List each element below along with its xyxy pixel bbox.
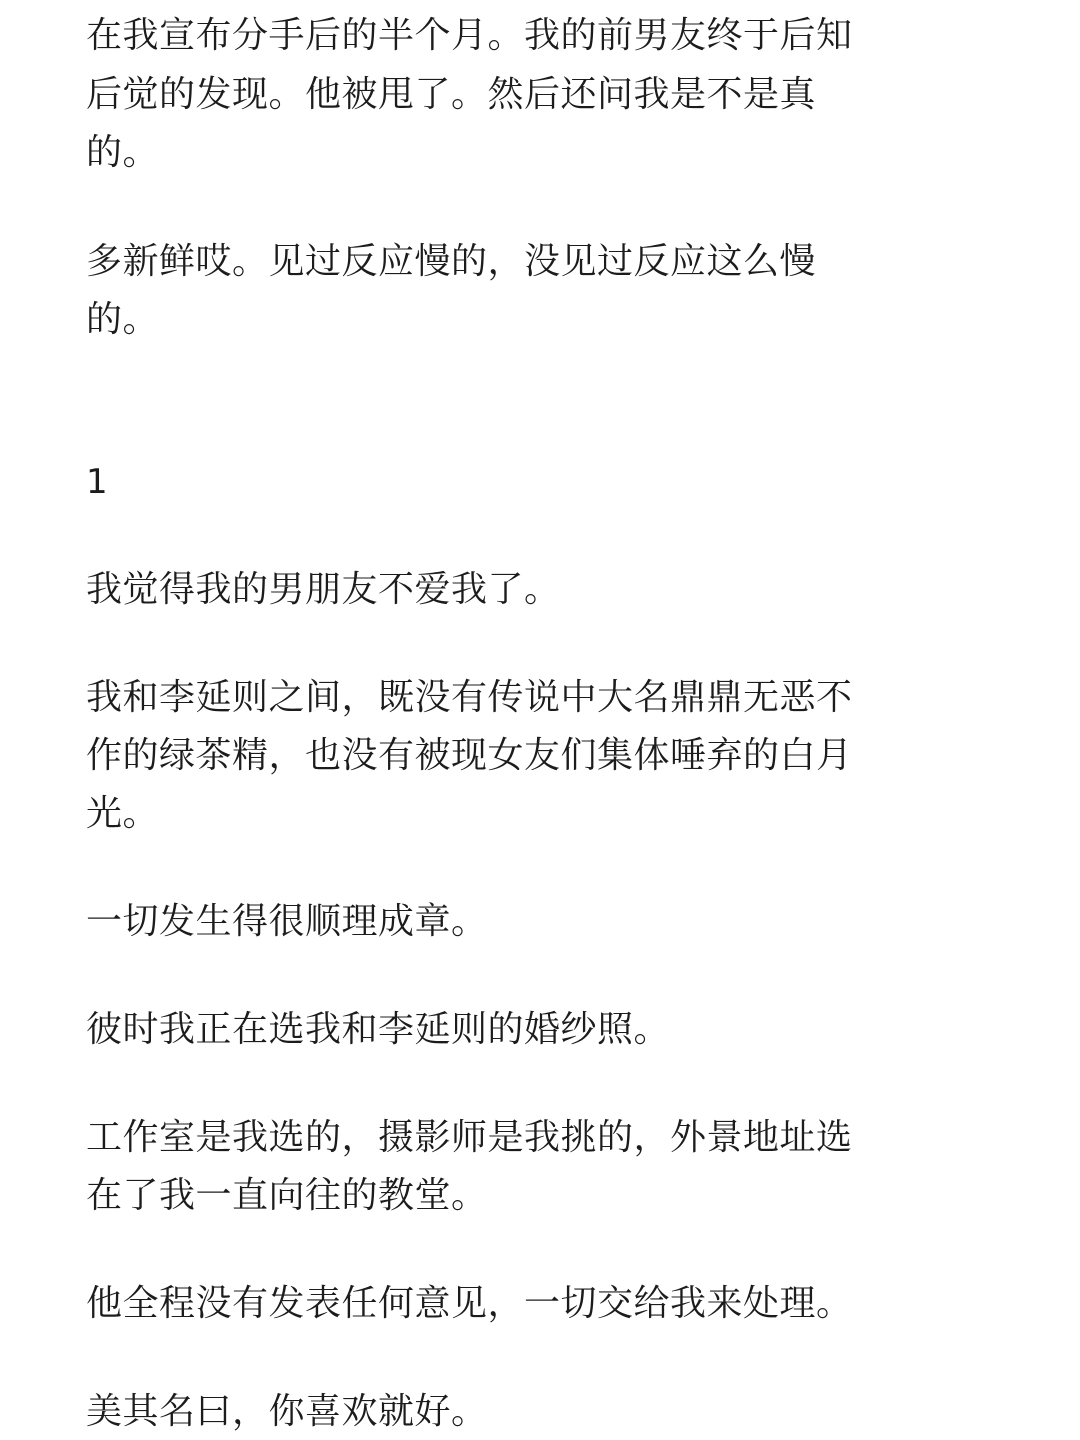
text-line: 工作室是我选的，摄影师是我挑的，外景地址选 bbox=[86, 1117, 853, 1158]
text-line: 多新鲜哎。见过反应慢的，没见过反应这么慢 bbox=[86, 241, 817, 282]
chapter-number: 1 bbox=[86, 462, 108, 502]
text-line: 彼时我正在选我和李延则的婚纱照。 bbox=[86, 1009, 671, 1050]
text-line: 我和李延则之间，既没有传说中大名鼎鼎无恶不 bbox=[86, 677, 853, 718]
text-line: 后觉的发现。他被甩了。然后还问我是不是真 bbox=[86, 74, 817, 115]
text-line: 一切发生得很顺理成章。 bbox=[86, 901, 488, 942]
text-line: 的。 bbox=[86, 299, 160, 340]
text-line: 我觉得我的男朋友不爱我了。 bbox=[86, 569, 561, 610]
text-line: 在我宣布分手后的半个月。我的前男友终于后知 bbox=[86, 15, 853, 56]
text-line: 他全程没有发表任何意见，一切交给我来处理。 bbox=[86, 1283, 853, 1324]
text-line: 美其名曰，你喜欢就好。 bbox=[86, 1391, 488, 1432]
text-line: 作的绿茶精，也没有被现女友们集体唾弃的白月 bbox=[86, 735, 853, 776]
text-line: 光。 bbox=[86, 793, 160, 834]
text-line: 的。 bbox=[86, 132, 160, 173]
text-line: 在了我一直向往的教堂。 bbox=[86, 1175, 488, 1216]
